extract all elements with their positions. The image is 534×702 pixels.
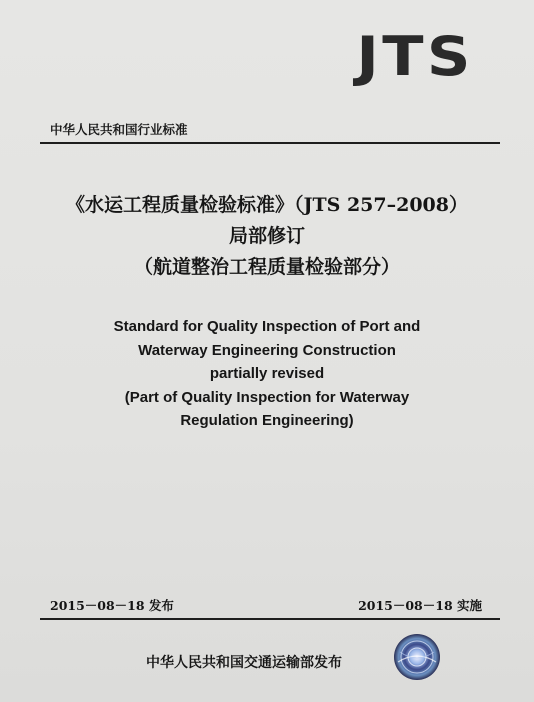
english-title-line-1: Standard for Quality Inspection of Port and — [113, 318, 421, 335]
chinese-title — [0, 190, 534, 283]
chinese-title-line-2: 局部修订 — [228, 225, 305, 247]
english-title — [0, 315, 534, 433]
hologram-seal-icon — [392, 632, 442, 682]
implementation-date: 2015－08－18 实施 — [358, 598, 482, 613]
english-title-line-4: (Part of Quality Inspection for Waterway — [124, 388, 410, 406]
bottom-divider — [40, 618, 500, 620]
english-title-line-2: Waterway Engineering Construction — [138, 341, 396, 359]
chinese-title-line-3: （航道整治工程质量检验部分） — [133, 256, 400, 278]
chinese-title-line-1: 《水运工程质量检验标准》（JTS 257–2008） — [65, 194, 468, 216]
standard-type-label: 中华人民共和国行业标准 — [50, 122, 188, 137]
top-divider — [40, 142, 500, 144]
issue-date: 2015－08－18 发布 — [50, 598, 174, 613]
english-title-line-5: Regulation Engineering) — [180, 412, 354, 429]
english-title-line-3: partially revised — [209, 365, 325, 382]
jts-logo: JTS — [356, 25, 474, 88]
publisher-label: 中华人民共和国交通运输部发布 — [146, 655, 342, 671]
